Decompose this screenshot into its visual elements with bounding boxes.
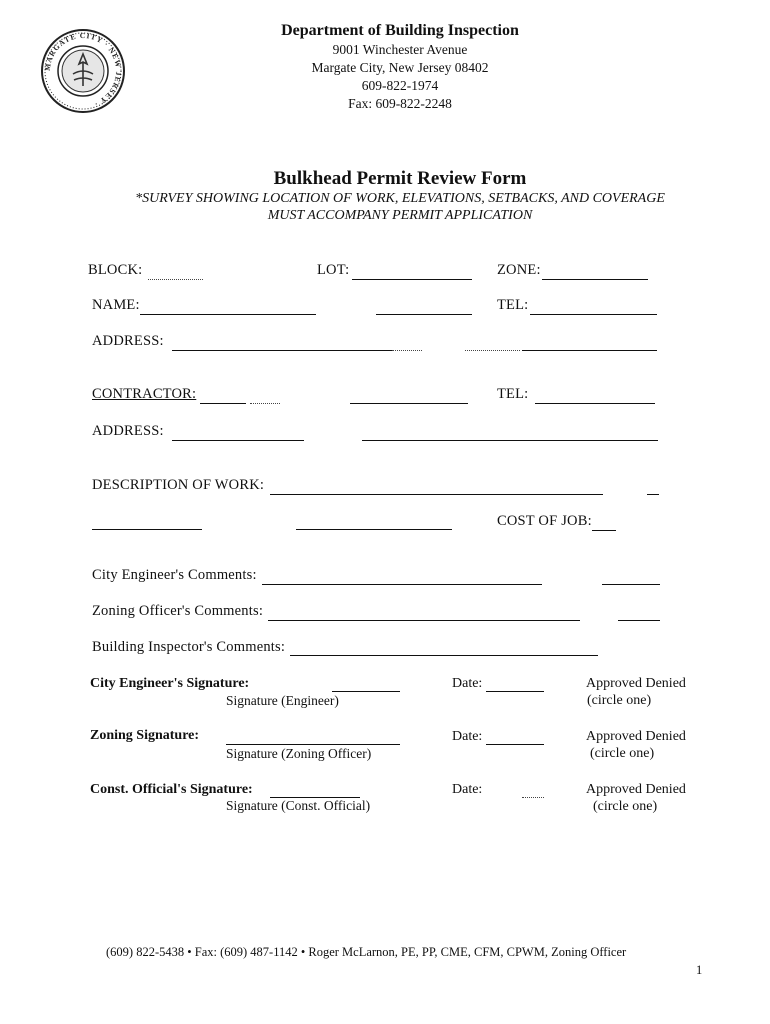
zoning-approval-options[interactable]: Approved Denied bbox=[586, 729, 686, 744]
contractor-address-field-2[interactable] bbox=[362, 440, 658, 441]
engineer-approval-options[interactable]: Approved Denied bbox=[586, 676, 686, 691]
zoning-comments-label: Zoning Officer's Comments: bbox=[92, 603, 264, 619]
engineer-signature-label: City Engineer's Signature: bbox=[90, 676, 250, 691]
department-fax: Fax: 609-822-2248 bbox=[348, 96, 452, 111]
zoning-date-field[interactable] bbox=[486, 744, 544, 745]
const-official-date-field[interactable] bbox=[522, 797, 544, 798]
engineer-comments-label: City Engineer's Comments: bbox=[92, 567, 257, 583]
lot-label: LOT: bbox=[317, 262, 350, 278]
zoning-circle-one: (circle one) bbox=[590, 746, 655, 761]
engineer-comments-field[interactable] bbox=[262, 584, 542, 585]
zone-label: ZONE: bbox=[497, 262, 541, 278]
const-official-circle-one: (circle one) bbox=[593, 799, 658, 814]
engineer-date-field[interactable] bbox=[486, 691, 544, 692]
cost-field[interactable] bbox=[592, 530, 616, 531]
survey-note-line1: *SURVEY SHOWING LOCATION OF WORK, ELEVATIONS, SETBACKS, AND COVERAGE bbox=[135, 191, 665, 206]
name-field[interactable] bbox=[140, 314, 316, 315]
footer-contact: (609) 822-5438 • Fax: (609) 487-1142 • Roger McLarnon, PE, PP, CME, CFM, CPWM, Zoning Officer bbox=[106, 945, 627, 959]
engineer-signature-field[interactable] bbox=[332, 691, 400, 692]
engineer-date-label: Date: bbox=[452, 676, 483, 691]
seal-text: MARGATE CITY · NEW JERSEY · bbox=[42, 30, 124, 109]
department-title: Department of Building Inspection bbox=[281, 22, 519, 39]
description-field[interactable] bbox=[270, 494, 603, 495]
description-field-end bbox=[647, 494, 659, 495]
address-field-dots-2 bbox=[465, 350, 520, 351]
zone-field[interactable] bbox=[542, 279, 648, 280]
zoning-signature-field[interactable] bbox=[226, 744, 400, 745]
department-address1: 9001 Winchester Avenue bbox=[332, 42, 468, 57]
address-field[interactable] bbox=[172, 350, 392, 351]
contractor-tel-label: TEL: bbox=[497, 386, 529, 402]
contractor-field[interactable] bbox=[200, 403, 246, 404]
department-phone: 609-822-1974 bbox=[361, 78, 439, 93]
const-official-approval-options[interactable]: Approved Denied bbox=[586, 782, 686, 797]
block-field[interactable] bbox=[148, 279, 203, 280]
contractor-label: CONTRACTOR: bbox=[92, 386, 197, 402]
contractor-field-2[interactable] bbox=[350, 403, 468, 404]
description-field-2[interactable] bbox=[92, 529, 202, 530]
contractor-field-dots bbox=[250, 403, 280, 404]
const-official-signature-label: Const. Official's Signature: bbox=[90, 782, 253, 797]
contractor-tel-field[interactable] bbox=[535, 403, 655, 404]
tel-field[interactable] bbox=[530, 314, 657, 315]
engineer-comments-field-2[interactable] bbox=[602, 584, 660, 585]
zoning-signature-caption: Signature (Zoning Officer) bbox=[226, 746, 372, 761]
inspector-comments-label: Building Inspector's Comments: bbox=[92, 639, 286, 655]
address-field-2[interactable] bbox=[522, 350, 657, 351]
zoning-comments-field[interactable] bbox=[268, 620, 580, 621]
page-number: 1 bbox=[696, 963, 703, 977]
block-label: BLOCK: bbox=[88, 262, 143, 278]
zoning-signature-label: Zoning Signature: bbox=[90, 728, 200, 743]
engineer-circle-one: (circle one) bbox=[587, 693, 652, 708]
address-label: ADDRESS: bbox=[92, 333, 164, 349]
survey-note-line2: MUST ACCOMPANY PERMIT APPLICATION bbox=[267, 208, 533, 223]
inspector-comments-field[interactable] bbox=[290, 655, 598, 656]
contractor-address-field[interactable] bbox=[172, 440, 304, 441]
description-label: DESCRIPTION OF WORK: bbox=[92, 477, 265, 493]
cost-label: COST OF JOB: bbox=[497, 513, 592, 529]
zoning-date-label: Date: bbox=[452, 729, 483, 744]
description-field-3[interactable] bbox=[296, 529, 452, 530]
zoning-comments-field-2[interactable] bbox=[618, 620, 660, 621]
department-address2: Margate City, New Jersey 08402 bbox=[311, 60, 489, 75]
address-field-dots bbox=[392, 350, 422, 351]
form-title: Bulkhead Permit Review Form bbox=[273, 168, 527, 189]
const-official-signature-caption: Signature (Const. Official) bbox=[226, 798, 371, 813]
lot-field[interactable] bbox=[352, 279, 472, 280]
tel-label: TEL: bbox=[497, 297, 529, 313]
contractor-address-label: ADDRESS: bbox=[92, 423, 164, 439]
engineer-signature-caption: Signature (Engineer) bbox=[226, 693, 339, 708]
name-field-extension[interactable] bbox=[376, 314, 472, 315]
name-label: NAME: bbox=[92, 297, 140, 313]
const-official-date-label: Date: bbox=[452, 782, 483, 797]
